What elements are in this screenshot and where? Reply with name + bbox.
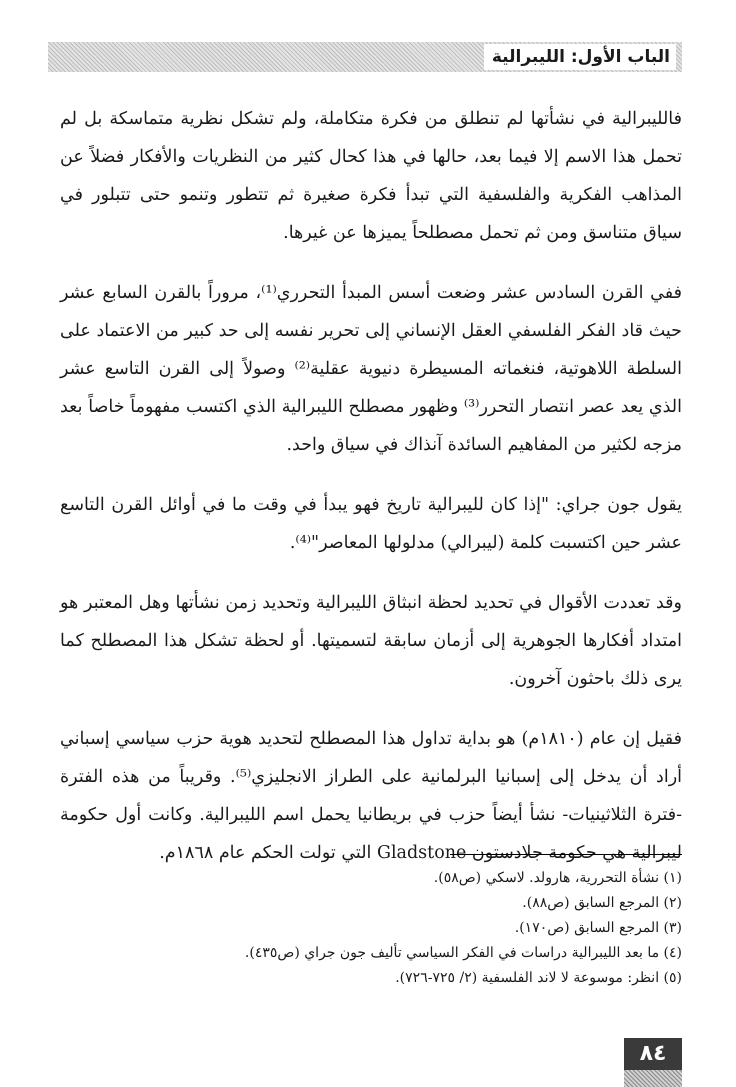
running-header <box>48 42 682 72</box>
page-number-pattern <box>624 1070 682 1087</box>
body-text <box>60 100 682 894</box>
chapter-title: الباب الأول: الليبرالية <box>484 44 676 70</box>
footnote-3: (٣) المرجع السابق (ص١٧٠). <box>514 920 682 936</box>
footnotes <box>60 866 682 991</box>
paragraph-5: فقيل إن عام (١٨١٠م) هو بداية تداول هذا المصطلح لتحديد هوية حزب سياسي إسباني أراد أن يدخل إلى إسبانيا البرلمانية على الطراز الانجليزي⁽⁵⁾. وقريباً من هذه الفترة -فترة الثلاثينيات- نشأ أيضاً حزب في بريطانيا يحمل اسم الليبرالية. وكانت أول حكومة ليبرالية هي حكومة جلادستون Gladstone التي تولت الحكم عام ١٨٦٨م. <box>60 729 683 863</box>
footnote-separator <box>450 854 682 855</box>
paragraph-3: يقول جون جراي: "إذا كان لليبرالية تاريخ فهو يبدأ في وقت ما في أوائل القرن التاسع عشر حين اكتسبت كلمة (ليبرالي) مدلولها المعاصر"⁽⁴⁾. <box>60 495 682 553</box>
footnote-1: (١) نشأة التحررية، هارولد. لاسكي (ص٥٨). <box>433 870 682 886</box>
paragraph-1: فالليبرالية في نشأتها لم تنطلق من فكرة متكاملة، ولم تشكل نظرية متماسكة بل لم تحمل هذا الاسم إلا فيما بعد، حالها في هذا كحال كثير من النظريات والأفكار فضلاً عن المذاهب الفكرية والفلسفية التي تبدأ فكرة صغيرة ثم تتطور وتنمو حتى تتبلور في سياق متناسق ومن ثم تحمل مصطلحاً يميزها عن غيرها. <box>60 109 682 243</box>
paragraph-4: وقد تعددت الأقوال في تحديد لحظة انبثاق الليبرالية وتحديد زمن نشأتها وهل المعتبر هو امتداد أفكارها الجوهرية إلى أزمان سابقة لتسميتها. أو لحظة تشكل هذا المصطلح كما يرى ذلك باحثون آخرون. <box>60 593 682 689</box>
paragraph-2: ففي القرن السادس عشر وضعت أسس المبدأ التحرري⁽¹⁾، مروراً بالقرن السابع عشر حيث قاد الفكر الفلسفي العقل الإنساني إلى تحرير نفسه إلى حد كبير من الاعتماد على السلطة اللاهوتية، فنغماته المسيطرة دنيوية عقلية⁽²⁾ وصولاً إلى القرن التاسع عشر الذي يعد عصر انتصار التحرر⁽³⁾ وظهور مصطلح الليبرالية الذي اكتسب مفهوماً خاصاً بعد مزجه لكثير من المفاهيم السائدة آنذاك في سياق واحد. <box>60 283 682 455</box>
footnote-5: (٥) انظر: موسوعة لا لاند الفلسفية (٢/ ٧٢٥-٧٢٦). <box>395 970 682 986</box>
footnote-4: (٤) ما بعد الليبرالية دراسات في الفكر السياسي تأليف جون جراي (ص٤٣٥). <box>244 945 682 961</box>
footnote-2: (٢) المرجع السابق (ص٨٨). <box>522 895 682 911</box>
page-number: ٨٤ <box>624 1038 682 1070</box>
